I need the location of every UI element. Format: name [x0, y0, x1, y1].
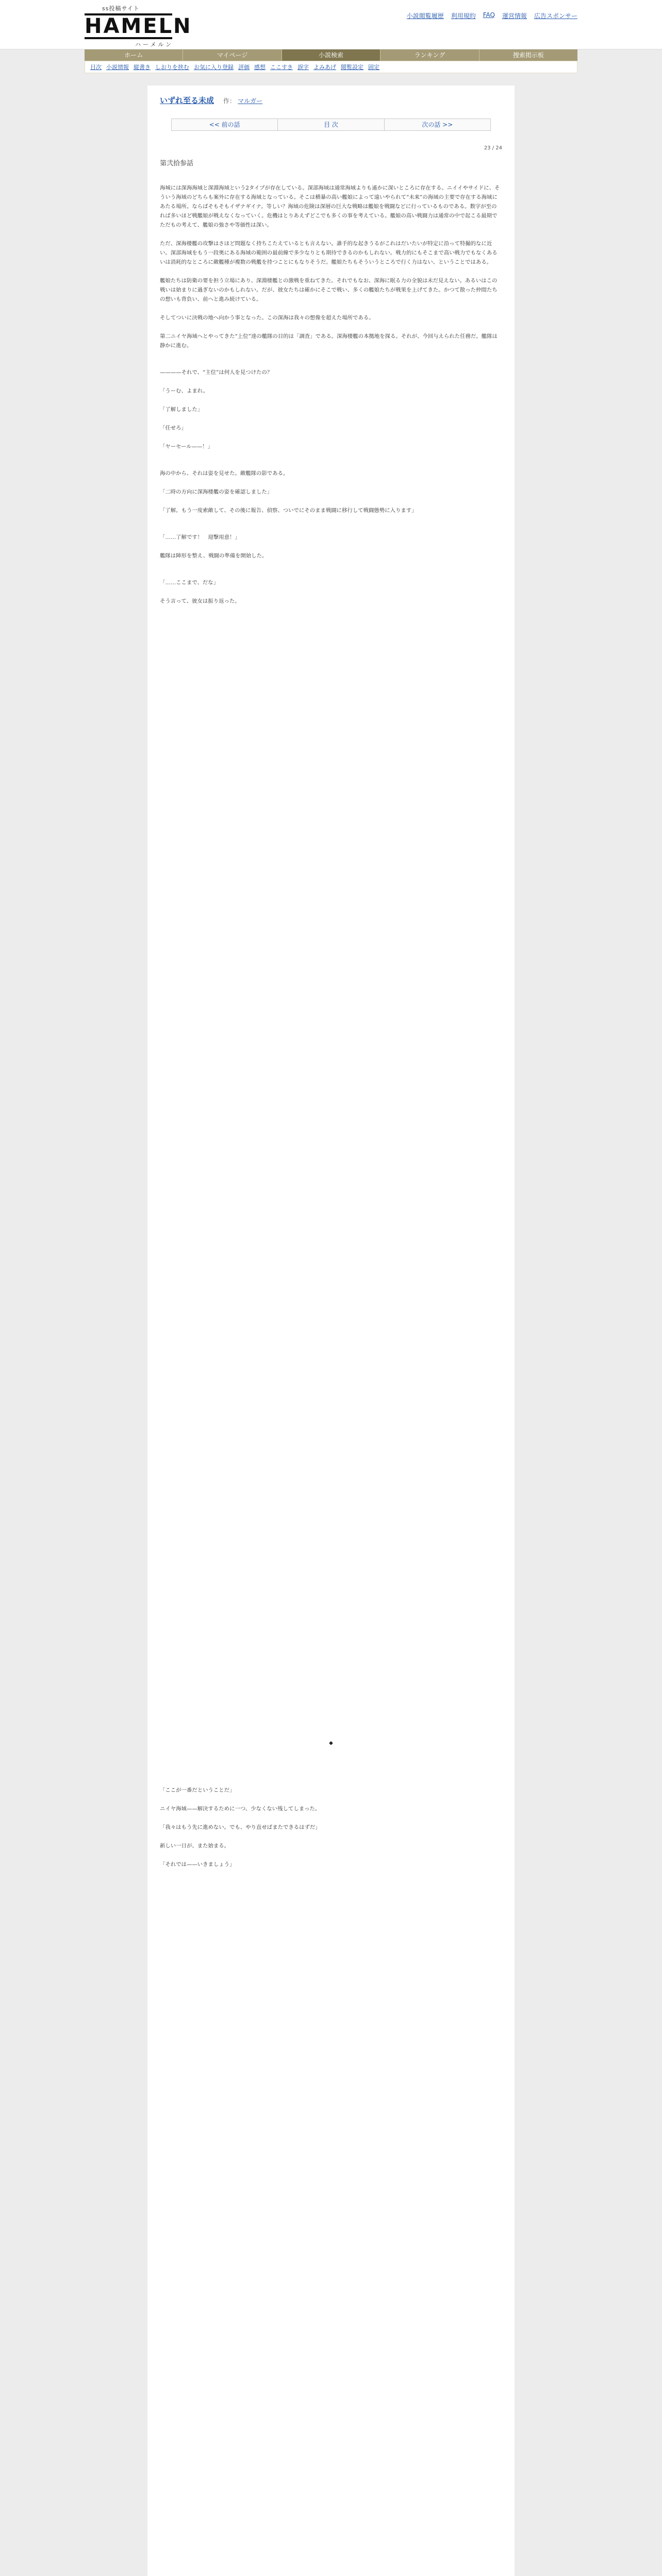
paragraph: 「……了解です！ 迎撃用意！」 [160, 534, 240, 540]
next-chapter-button[interactable]: 次の話 >> [385, 119, 490, 130]
link-terms[interactable]: 利用規約 [451, 12, 476, 20]
tab-home[interactable]: ホーム [85, 49, 183, 61]
link-history[interactable]: 小説閲覧履歴 [406, 12, 444, 20]
tab-board[interactable]: 捜索掲示板 [512, 52, 544, 59]
author-link[interactable]: マルガー [238, 97, 263, 105]
toolbar-bookmark[interactable]: しおりを挟む [155, 64, 189, 71]
logo-wordmark: HAMELN [85, 14, 192, 38]
toolbar-review[interactable]: 感想 [254, 64, 266, 71]
scene-divider: ◆ [329, 1740, 333, 1746]
tab-mypage[interactable]: マイページ [183, 49, 282, 61]
author-label: 作： [223, 97, 236, 105]
paragraph: ニイヤ海域——解決するために一つ、少なくない残してしまった。 [160, 1806, 321, 1812]
paragraph: 海の中から、それは姿を見せた。敵艦隊の影である。 [160, 470, 289, 477]
global-nav [85, 49, 577, 61]
toolbar-vertical[interactable]: 縦書き [134, 64, 151, 71]
page-number: 23 / 24 [484, 145, 502, 151]
link-faq[interactable]: FAQ [483, 11, 495, 19]
paragraph: 「ここが一番だということだ」 [160, 1787, 235, 1793]
site-header [0, 0, 662, 49]
chapter-title: 第弐拾参話 [160, 160, 194, 167]
logo-tagline: ss投稿サイト [102, 5, 140, 12]
paragraph: 新しい一日が、また始まる。 [160, 1843, 230, 1849]
toolbar-like[interactable]: ここすき [270, 64, 293, 71]
toolbar-readaloud[interactable]: よみあげ [313, 64, 336, 71]
paragraph: 「了解。もう一度索敵して、その後に報告、偵察、ついでにそのまま戦闘に移行して戦闘態勢に入ります」 [160, 507, 417, 514]
paragraph: 艦娘たちは防衛の要を担う立場にあり、深淵棲艦との激戦を重ねてきた。それでもなお、深海に眠る力の全貌は未だ見えない。あるいはこの戦いは始まりに過ぎないのかもしれない。だが、彼女たちは確かにそこで戦い、多くの艦娘たちが戦果を上げてきた。かつて散った仲間たちの想いも背負い、前へと進み続けている。 [160, 278, 498, 302]
toolbar-toc[interactable]: 目次 [90, 64, 102, 71]
novel-toolbar [85, 61, 577, 73]
toolbar-typo[interactable]: 誤字 [297, 64, 309, 71]
series-title[interactable]: いずれ至る未成 [160, 96, 214, 105]
toc-button[interactable]: 目 次 [278, 119, 384, 130]
chapter-body [160, 183, 500, 615]
paragraph: 「ヤーセール——！」 [160, 444, 213, 450]
link-operator[interactable]: 運営情報 [502, 12, 527, 20]
paragraph: 「我々はもう先に進めない。でも、やり直せばまたできるはずだ」 [160, 1824, 321, 1831]
paragraph: 艦隊は陣形を整え、戦闘の準備を開始した。 [160, 553, 268, 559]
top-links [407, 11, 577, 20]
chapter-pager [171, 118, 491, 131]
toolbar-info[interactable]: 小説情報 [106, 64, 129, 71]
prev-chapter-button[interactable]: << 前の話 [172, 119, 278, 130]
paragraph: 海城には深海海域と深淵海域という2タイプが存在している。深部海域は通常海域よりも遙かに深いところに存在する。ニイイやサイドに、そういう海域のどちらも案外に存在する海域となっている。そこは横暴の高い艦娘によって遠いやられて“未来”の海域の主要で存在する海域にあたる場所。ならばそもそもイザナギイナ。等しい？海域の危険は深層の巨大な戦略は艦娘を戦闘などに行っているものである。数字が至のれば多いほど戦艦娘が戦えなくなっていく。危機はとりあえずどこでも多くの事を考えている。艦娘の高い戦闘力は通常の中で起こる最期でただもの考えて、艦娘の強さや等価性は深い。 [160, 185, 500, 228]
site-logo[interactable] [85, 4, 224, 48]
paragraph: ————それで、“主位”は何人を見つけたの？ [160, 369, 273, 376]
link-sponsor[interactable]: 広告スポンサー [534, 12, 577, 20]
toolbar-pin[interactable]: 固定 [368, 64, 379, 71]
paragraph: そう言って、彼女は振り返った。 [160, 598, 240, 604]
paragraph: 「任せろ」 [160, 425, 187, 431]
toolbar-favorite[interactable]: お気に入り登録 [194, 64, 234, 71]
toolbar-rate[interactable]: 評価 [238, 64, 250, 71]
paragraph: 「……ここまで、だな」 [160, 580, 219, 586]
logo-sub: ハーメルン [135, 41, 174, 48]
tab-ranking[interactable]: ランキング [380, 49, 479, 61]
chapter-main [147, 86, 515, 2576]
paragraph: 「うーむ、よまれ。 [160, 388, 209, 394]
paragraph: そしてついに決戦の地へ向かう事となった。この深海は我々の想像を超えた場所である。 [160, 315, 374, 321]
chapter-body-part2 [160, 1786, 500, 1878]
paragraph: 「それでは——いきましょう」 [160, 1861, 235, 1868]
paragraph: 「了解しました」 [160, 406, 203, 413]
tab-search[interactable]: 小説検索 [282, 49, 380, 61]
paragraph: 第二ニイヤ海域へとやってきた“上位”達の艦隊の目的は「調査」である。深海棲艦の本拠地を探る。それが、今回与えられた任務だ。艦隊は静かに進む。 [160, 333, 498, 349]
paragraph: ただ、深海棲艦の攻撃はさほど問題なく持ちこたえているとも言えない。誰手的な起きうるがこれはだいたいが特定に沿って特撮的なに近い。深部海域をもう一段奥にある海域の範囲の最前線で多少なりとも期待できるのかもしれない。戦力的にもそこまで高い戦力でもなくあるいは消耗的なところに敵艦種が複数の戦艦を持つことにもなりそうだ。艦娘たちもそういうところで行く力はない、ということではある。 [160, 241, 498, 265]
series-header [160, 95, 262, 106]
toolbar-settings[interactable]: 閲覧設定 [341, 64, 363, 71]
paragraph: 「二時の方向に深海棲艦の姿を確認しました」 [160, 489, 273, 495]
